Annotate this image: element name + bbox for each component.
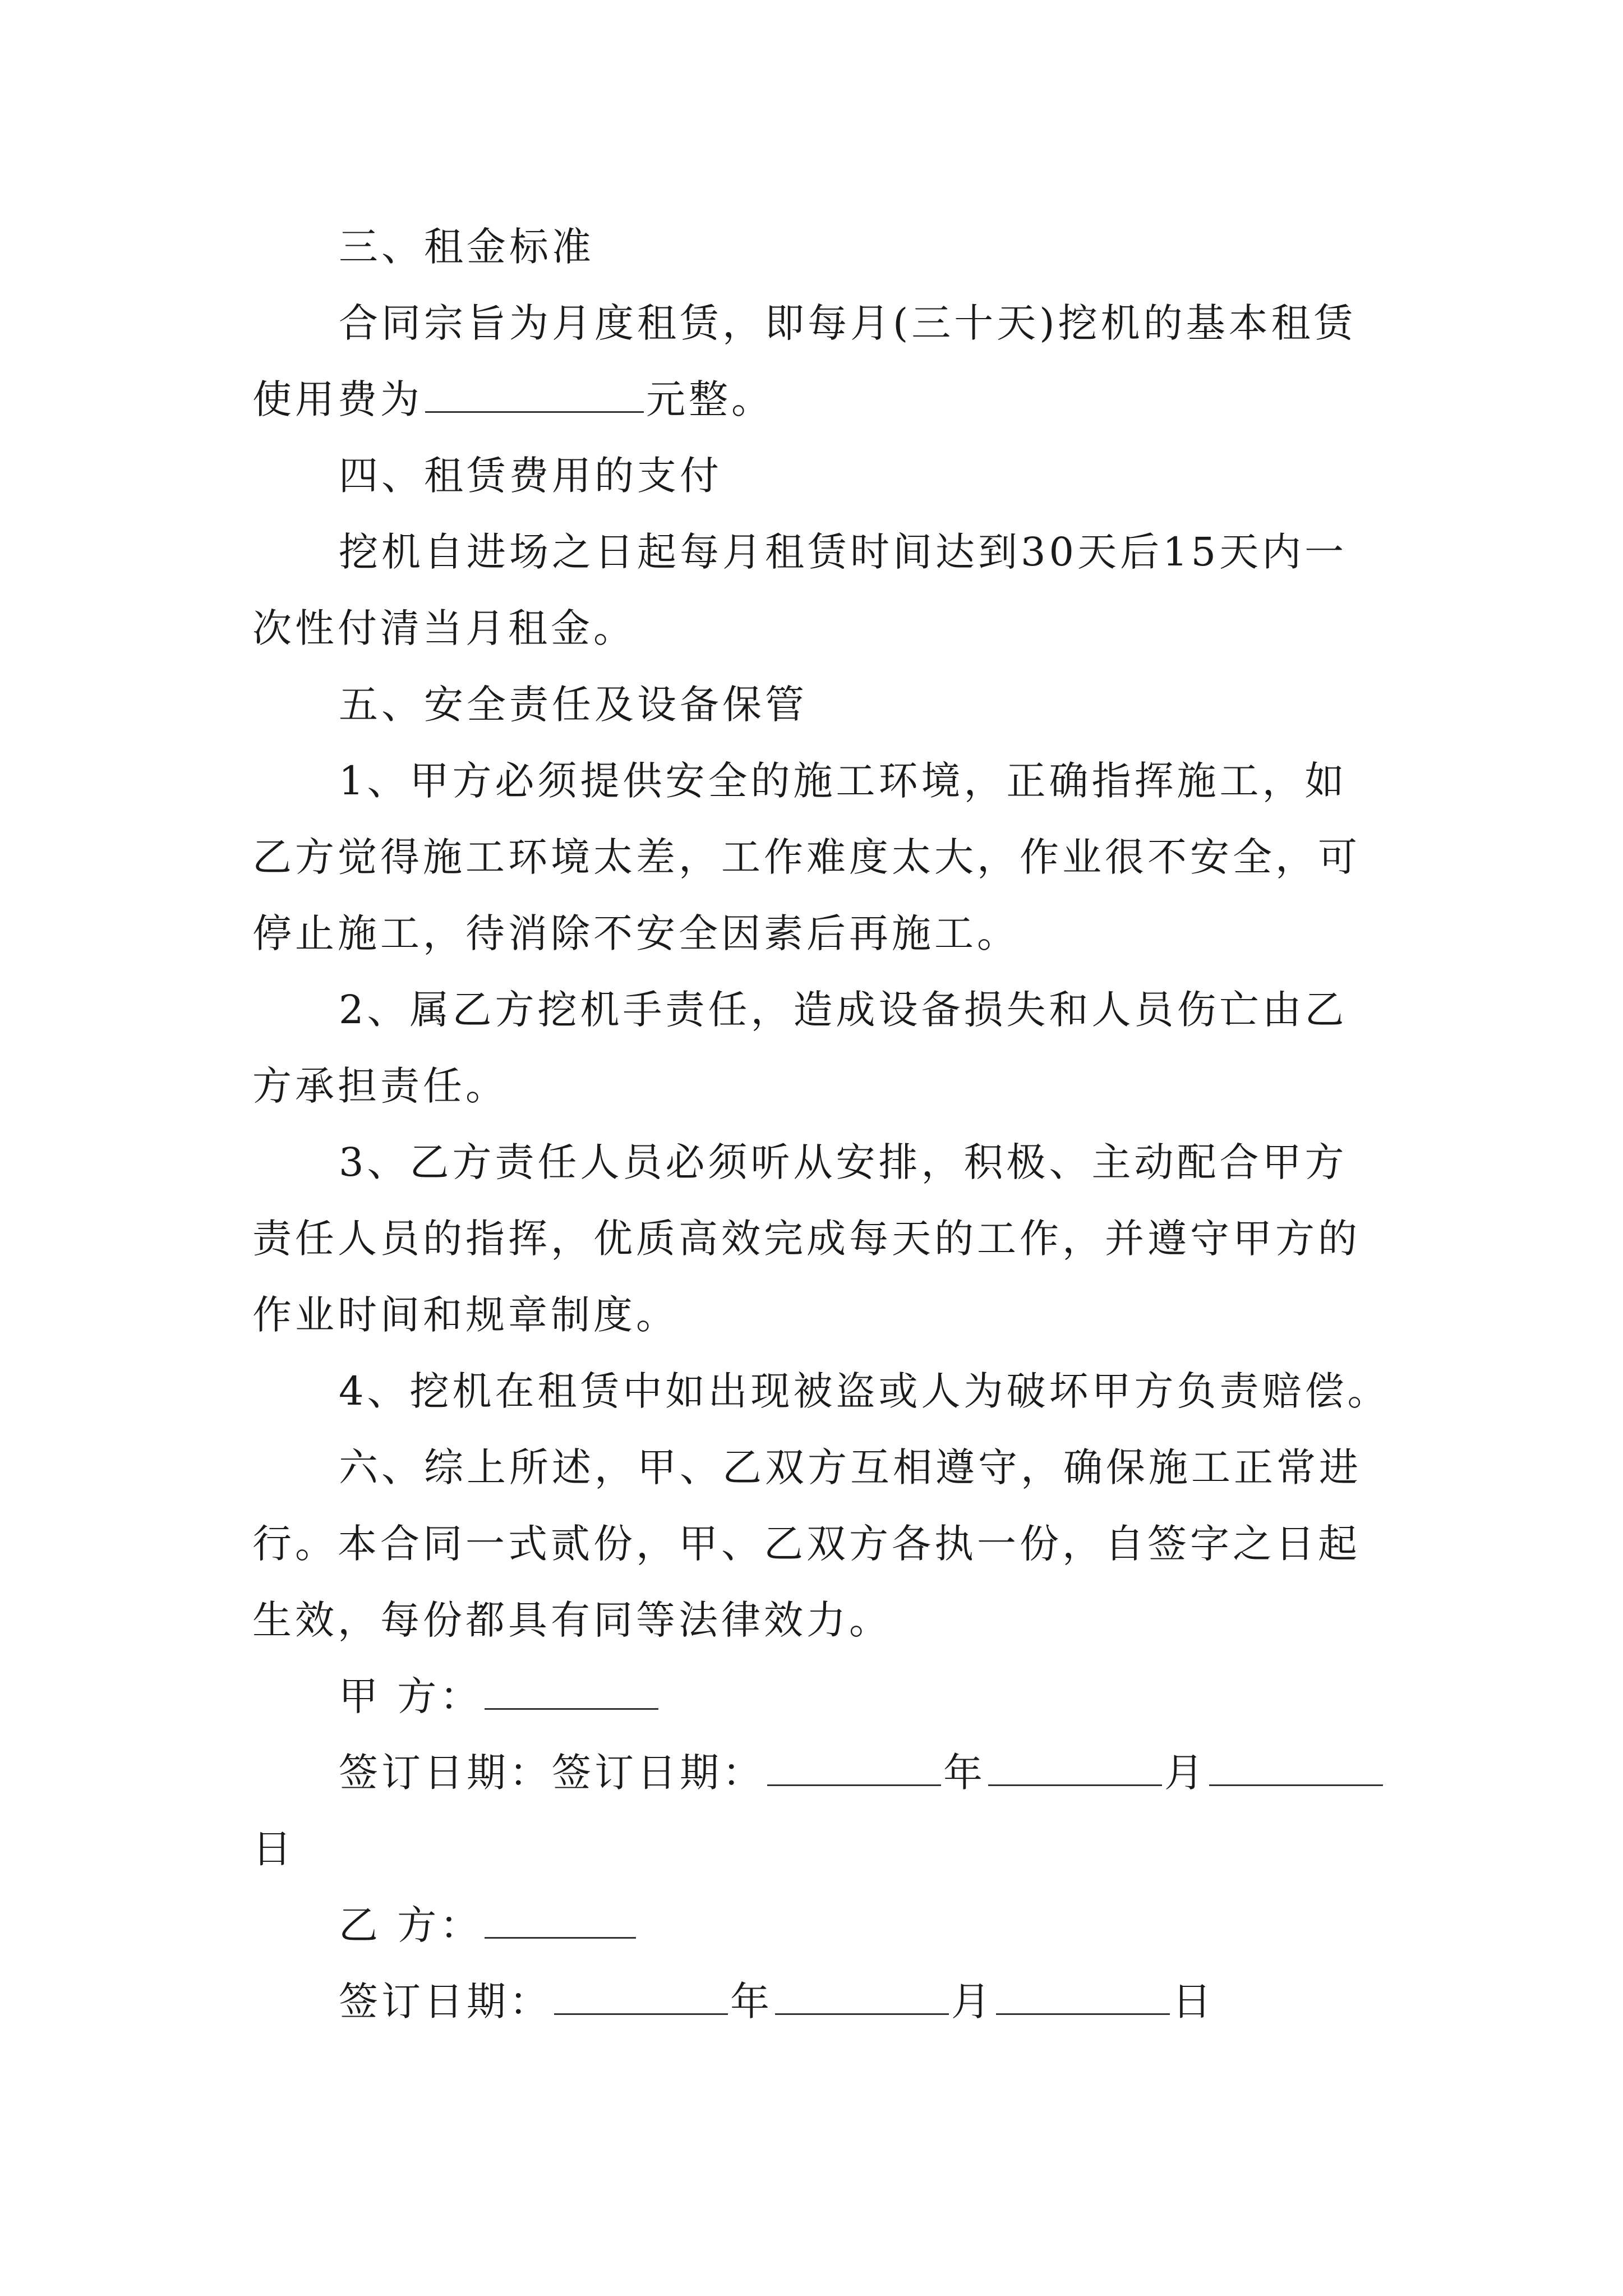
party-b-month-blank — [775, 1978, 949, 2015]
section-5-item-3-line-3: 作业时间和规章制度。 — [252, 1292, 679, 1338]
section-5-item-2-line-1: 2、属乙方挖机手责任，造成设备损失和人员伤亡由乙 — [339, 987, 1348, 1033]
party-b-blank — [485, 1902, 636, 1939]
document-body — [252, 209, 1391, 2040]
section-5-item-4-line-1: 4、挖机在租赁中如出现被盗或人为破坏甲方负责赔偿。 — [339, 1368, 1390, 1414]
section-5-item-3-line-2: 责任人员的指挥，优质高效完成每天的工作，并遵守甲方的 — [252, 1216, 1361, 1262]
party-a-blank — [485, 1673, 658, 1710]
party-a-date-line — [252, 1734, 1391, 1811]
party-b-year-blank — [554, 1978, 728, 2015]
party-a-month-label: 月 — [1164, 1750, 1207, 1796]
section-5-item-1-line-2: 乙方觉得施工环境太差，工作难度太大，作业很不安全，可 — [252, 834, 1361, 880]
section-3-heading: 三、租金标准 — [339, 224, 594, 270]
party-b-label: 乙 方： — [339, 1902, 483, 1948]
section-3-para-line-1: 合同宗旨为月度租赁，即每月(三十天)挖机的基本租赁 — [339, 300, 1357, 346]
party-b-year-label: 年 — [730, 1978, 773, 2024]
section-4-para-line-2: 次性付清当月租金。 — [252, 605, 636, 651]
party-a-month-blank — [988, 1750, 1162, 1786]
party-b-month-label: 月 — [951, 1978, 994, 2024]
party-b-line — [252, 1887, 1391, 1963]
party-a-label: 甲 方： — [339, 1673, 483, 1719]
rent-fee-blank — [425, 376, 644, 413]
section-5-item-1-line-1: 1、甲方必须提供安全的施工环境，正确指挥施工，如 — [339, 758, 1348, 804]
section-5-item-2-line-2: 方承担责任。 — [252, 1063, 508, 1109]
party-b-day-label: 日 — [1172, 1978, 1215, 2024]
party-b-day-blank — [996, 1978, 1170, 2015]
party-a-day-label: 日 — [252, 1826, 295, 1872]
section-5-heading: 五、安全责任及设备保管 — [339, 682, 808, 728]
section-5-item-3-line-1: 3、乙方责任人员必须听从安排，积极、主动配合甲方 — [339, 1139, 1348, 1185]
party-b-date-line — [252, 1963, 1391, 2040]
party-a-date-label: 签订日期：签订日期： — [339, 1750, 765, 1796]
party-a-day-line — [252, 1811, 1391, 1887]
section-6-para-line-3: 生效，每份都具有同等法律效力。 — [252, 1597, 892, 1643]
section-6-para-line-1: 六、综上所述，甲、乙双方互相遵守，确保施工正常进 — [339, 1444, 1362, 1490]
section-3-para-line-2 — [252, 361, 1391, 438]
party-b-date-label: 签订日期： — [339, 1978, 552, 2024]
section-4-heading: 四、租赁费用的支付 — [339, 453, 722, 499]
party-a-year-label: 年 — [943, 1750, 986, 1796]
rent-fee-suffix: 元整。 — [646, 376, 774, 422]
party-a-day-blank — [1209, 1750, 1383, 1786]
rent-fee-prefix: 使用费为 — [252, 376, 423, 422]
section-6-para-line-2: 行。本合同一式贰份，甲、乙双方各执一份，自签字之日起 — [252, 1521, 1361, 1567]
party-a-line — [252, 1658, 1391, 1734]
party-a-year-blank — [767, 1750, 941, 1786]
section-4-para-line-1: 挖机自进场之日起每月租赁时间达到30天后15天内一 — [339, 529, 1348, 575]
section-5-item-1-line-3: 停止施工，待消除不安全因素后再施工。 — [252, 910, 1020, 956]
